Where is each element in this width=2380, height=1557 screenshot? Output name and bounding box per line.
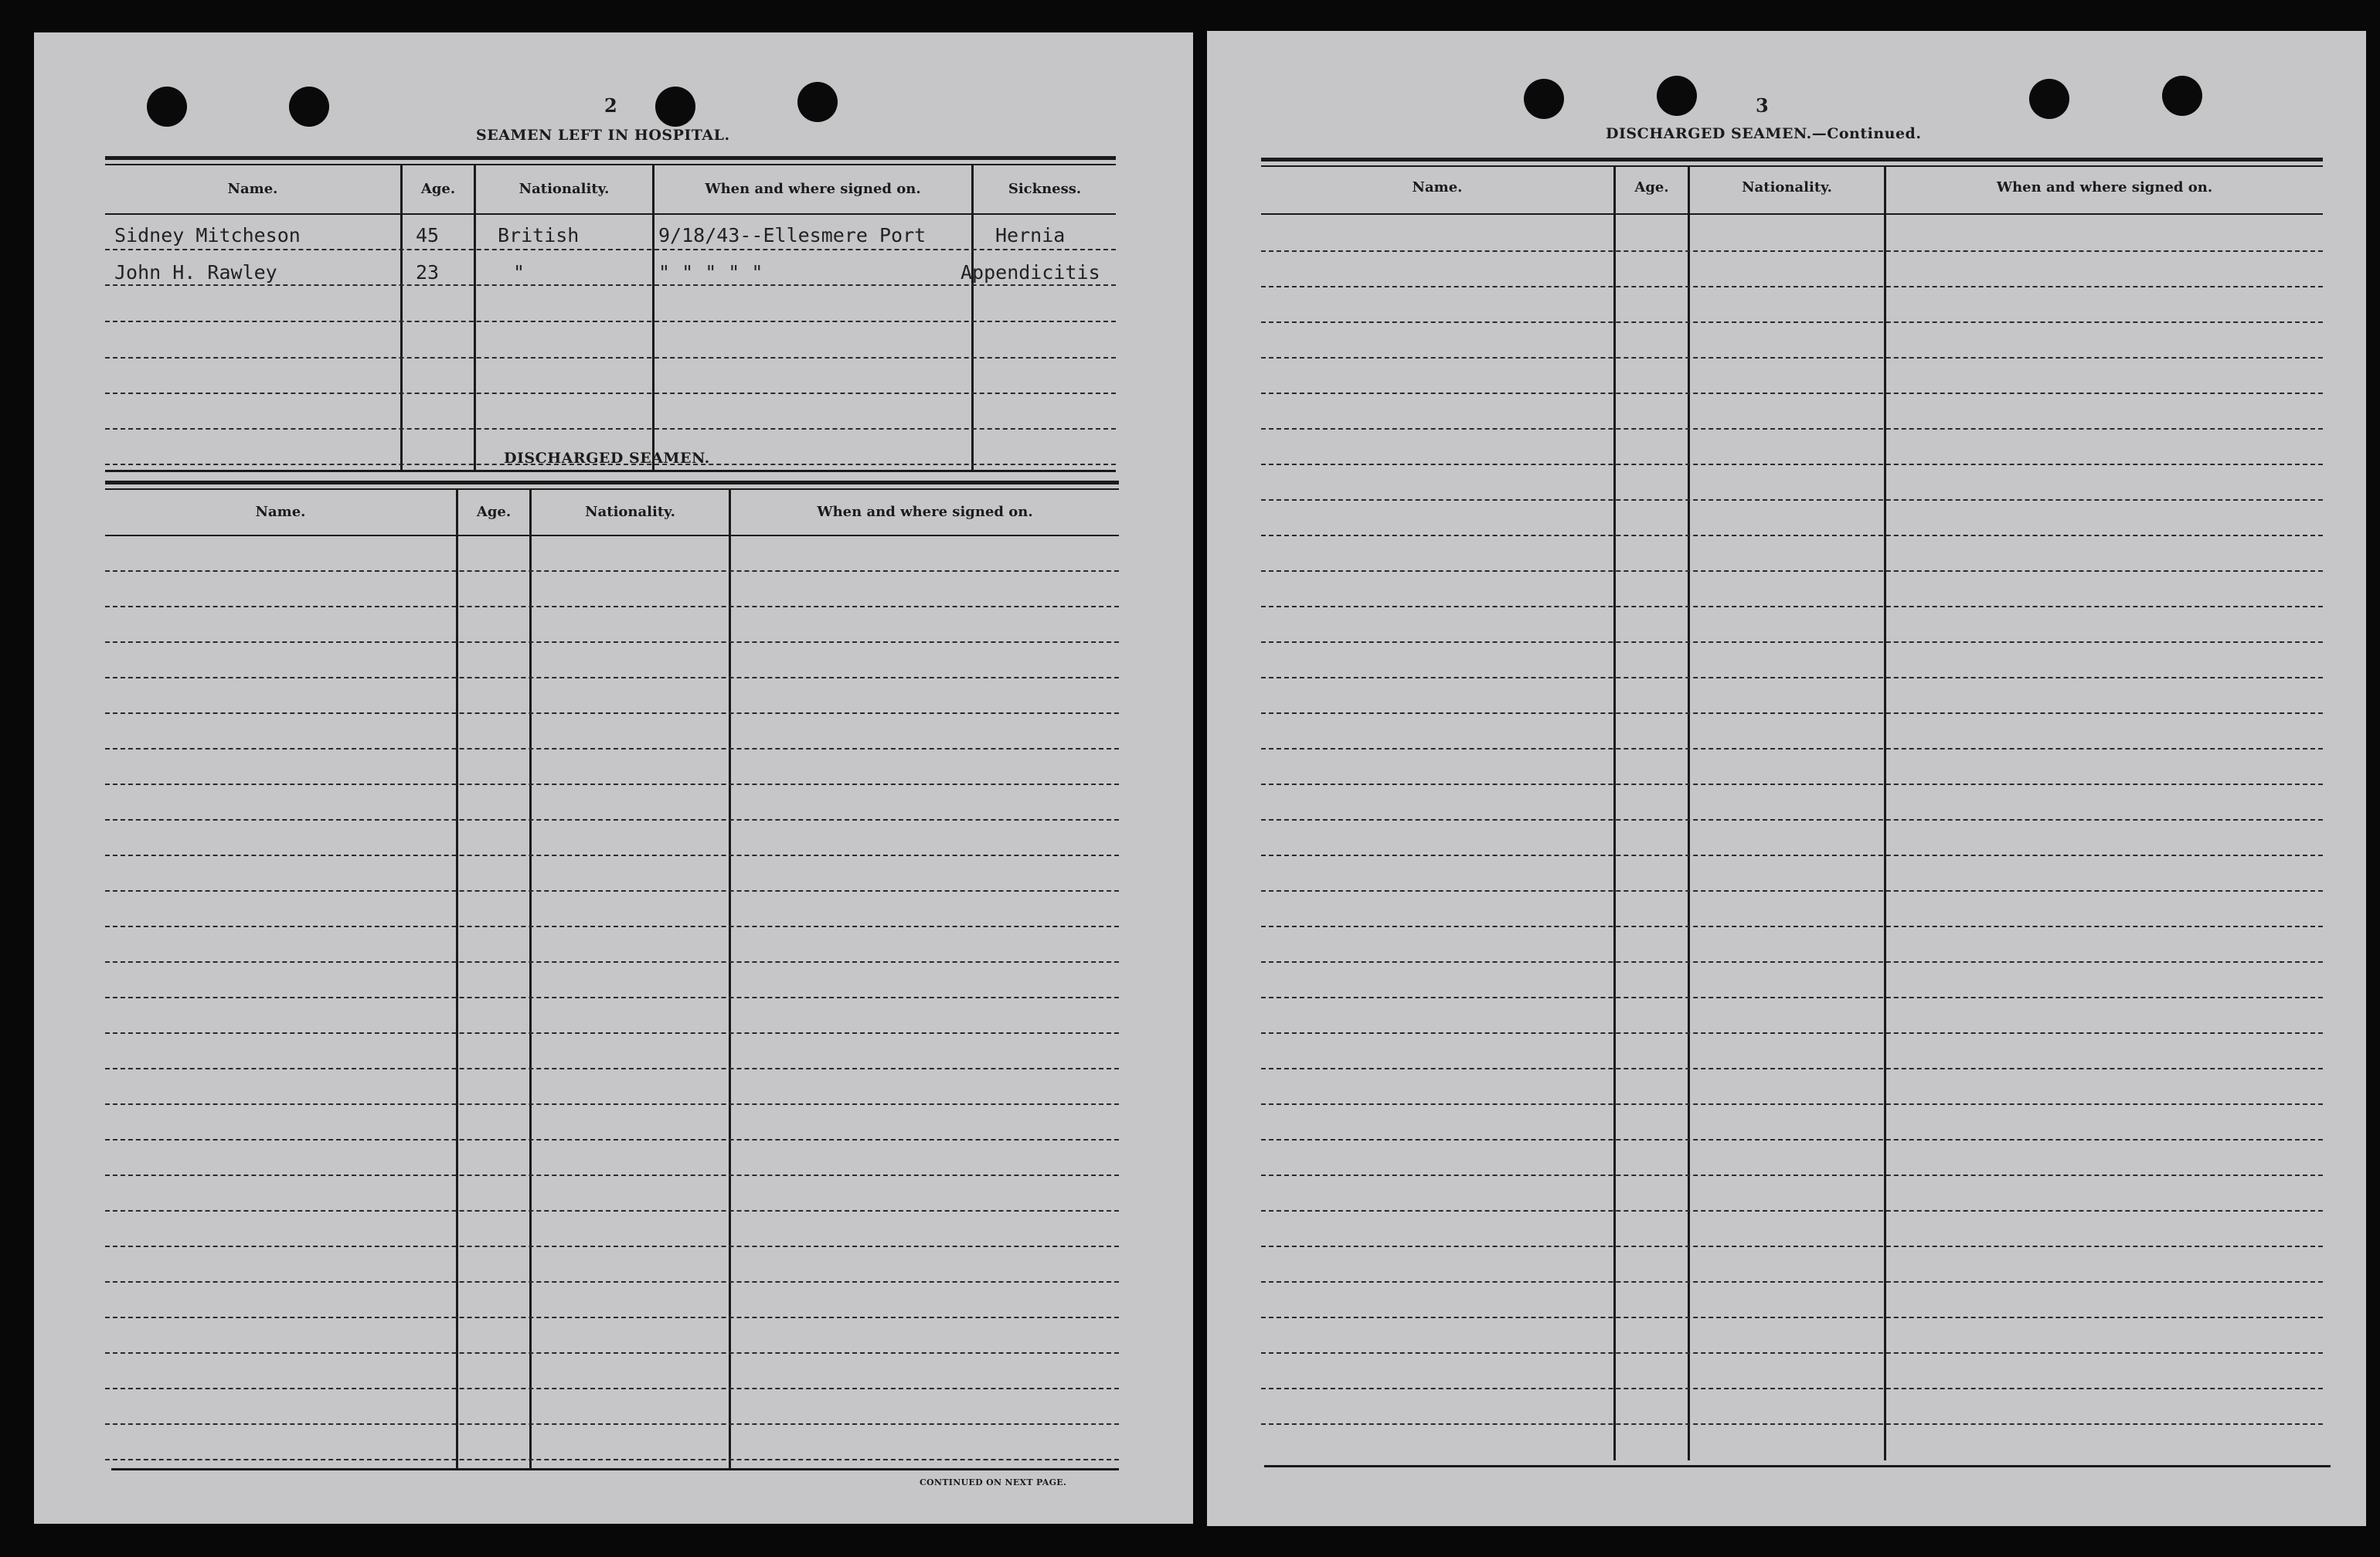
header-nationality: Nationality. [585,504,675,520]
column-divider [652,164,654,470]
row-line [105,855,1119,856]
table-top-rule [105,156,1116,160]
row-line [105,748,1119,750]
header-signed-on: When and where signed on. [817,504,1033,520]
left-page [34,32,1193,1524]
column-divider [474,164,476,470]
column-divider [729,488,731,1470]
row-line [105,677,1119,678]
punch-hole [1657,76,1697,116]
row-line [1261,464,2323,465]
row-line [1261,961,2323,963]
table-top-rule [105,481,1119,484]
row-line [105,1032,1119,1034]
row-line [1261,535,2323,536]
punch-hole [147,87,187,127]
row-line [105,1388,1119,1389]
row-line [1261,428,2323,430]
punch-hole [1524,79,1564,119]
row-line [1261,712,2323,714]
punch-hole [2162,76,2202,116]
row-line [1261,393,2323,394]
row-line [105,1210,1119,1212]
row-line [105,1068,1119,1069]
row-line [105,1317,1119,1318]
row-line [1261,819,2323,821]
table-row-signed-on: 9/18/43--Ellesmere Port [658,224,926,246]
column-divider [1884,165,1886,1460]
table-row-signed-on: " " " " " [658,261,763,284]
row-line [1261,855,2323,856]
header-name: Name. [255,504,306,520]
row-line [1261,1388,2323,1389]
table-top-rule [105,488,1119,490]
column-divider [1613,165,1616,1460]
discharged-section-title: DISCHARGED SEAMEN. [504,450,710,467]
row-line [1261,1317,2323,1318]
row-line [105,357,1116,359]
row-line [105,1103,1119,1105]
header-age: Age. [476,504,512,520]
row-line [1261,677,2323,678]
header-name: Name. [227,181,278,197]
column-divider [1688,165,1690,1460]
table-top-rule [105,164,1116,165]
row-line [1261,1139,2323,1141]
row-line [1261,784,2323,785]
row-line [1261,1352,2323,1354]
header-underline [105,535,1119,536]
table-top-rule [1261,165,2323,167]
row-line [1261,748,2323,750]
table-row-sickness: Hernia [995,224,1066,246]
row-line [105,321,1116,322]
row-line [1261,570,2323,572]
row-line [105,284,1116,286]
header-nationality: Nationality. [518,181,610,197]
right-page [1207,31,2366,1526]
row-line [105,997,1119,998]
header-name: Name. [1412,179,1463,195]
row-line [1261,1423,2323,1425]
row-line [105,926,1119,927]
row-line [1261,1246,2323,1247]
row-line [1261,606,2323,607]
discharged-continued-title: DISCHARGED SEAMEN.—Continued. [1606,125,1922,142]
table-row-nationality: British [498,224,580,246]
row-line [105,1139,1119,1141]
row-line [1261,250,2323,252]
page-number: 2 [604,94,617,117]
table-row-age: 45 [416,224,440,246]
header-underline [1261,213,2323,215]
column-divider [400,164,403,470]
table-row-sickness: Appendicitis [960,261,1100,284]
table-bottom-rule [1264,1465,2331,1467]
column-divider [971,164,974,470]
row-line [105,570,1119,572]
punch-hole [2029,79,2069,119]
header-signed-on: When and where signed on. [705,181,921,197]
row-line [105,1423,1119,1425]
table-top-rule [1261,158,2323,161]
row-line [105,1175,1119,1176]
row-line [1261,1032,2323,1034]
hospital-section-title: SEAMEN LEFT IN HOSPITAL. [476,127,730,144]
row-line [105,428,1116,430]
table-bottom-rule [111,1468,1119,1470]
row-line [105,641,1119,643]
row-line [105,1459,1119,1460]
header-signed-on: When and where signed on. [1996,179,2213,195]
punch-hole [797,82,838,122]
continued-note: CONTINUED ON NEXT PAGE. [920,1477,1067,1487]
row-line [1261,997,2323,998]
row-line [1261,641,2323,643]
header-age: Age. [420,181,456,197]
column-divider [456,488,458,1470]
table-bottom-rule [105,470,1116,472]
row-line [105,819,1119,821]
row-line [105,249,1116,250]
table-row-nationality: " [513,261,525,284]
row-line [1261,1281,2323,1283]
punch-hole [655,87,695,127]
page-number: 3 [1756,94,1769,117]
header-sickness: Sickness. [1008,181,1082,197]
row-line [1261,890,2323,892]
header-underline [105,213,1116,215]
row-line [1261,1103,2323,1105]
row-line [105,606,1119,607]
row-line [105,1246,1119,1247]
row-line [1261,1210,2323,1212]
row-line [105,712,1119,714]
row-line [105,890,1119,892]
row-line [105,784,1119,785]
punch-hole [289,87,329,127]
row-line [105,1352,1119,1354]
row-line [1261,926,2323,927]
column-divider [529,488,532,1470]
row-line [1261,286,2323,287]
row-line [1261,321,2323,323]
header-age: Age. [1634,179,1669,195]
table-row-name: Sidney Mitcheson [114,224,301,246]
row-line [1261,499,2323,501]
table-row-age: 23 [416,261,440,284]
header-nationality: Nationality. [1742,179,1832,195]
row-line [1261,357,2323,359]
row-line [105,1281,1119,1283]
row-line [105,961,1119,963]
table-row-name: John H. Rawley [114,261,277,284]
row-line [1261,1175,2323,1176]
row-line [1261,1068,2323,1069]
row-line [105,393,1116,394]
